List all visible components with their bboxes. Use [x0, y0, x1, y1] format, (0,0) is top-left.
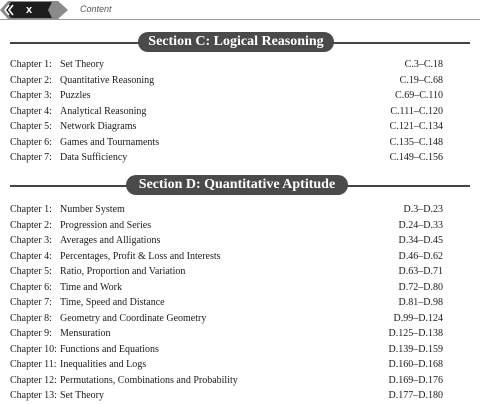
chapter-number: Chapter 3: — [10, 90, 52, 101]
chapter-title: Permutations, Combinations and Probability — [60, 374, 238, 386]
chapter-row[interactable] — [0, 88, 480, 104]
chapter-title: Puzzles — [60, 90, 91, 101]
chapter-row[interactable] — [0, 280, 480, 296]
header-title: Content — [80, 4, 112, 14]
chapter-title: Time, Speed and Distance — [60, 297, 165, 308]
chapter-row[interactable] — [0, 150, 480, 166]
section-header — [10, 32, 470, 52]
chapter-row[interactable] — [0, 104, 480, 120]
chapter-pages: C.121–C.134 — [389, 121, 443, 132]
chapter-pages: D.177–D.180 — [388, 390, 443, 401]
page-header — [0, 0, 480, 22]
chapter-number: Chapter 5: — [10, 266, 52, 277]
chapter-number: Chapter 10: — [10, 343, 57, 355]
chapter-number: Chapter 3: — [10, 235, 52, 246]
chapter-title: Time and Work — [60, 281, 122, 293]
chapter-number: Chapter 4: — [10, 250, 52, 262]
chapter-pages: D.63–D.71 — [398, 266, 443, 277]
chapter-row[interactable] — [0, 233, 480, 249]
chapter-title: Set Theory — [60, 390, 104, 401]
badge-chevron-icon — [0, 1, 70, 19]
chapter-number: Chapter 12: — [10, 374, 57, 386]
section-title: Section C: Logical Reasoning — [138, 32, 334, 52]
chapter-number: Chapter 5: — [10, 121, 52, 132]
chapter-number: Chapter 11: — [10, 359, 57, 370]
chapter-row[interactable] — [0, 388, 480, 404]
header-rule — [0, 19, 480, 20]
chapter-number: Chapter 9: — [10, 328, 52, 339]
chapter-row[interactable] — [0, 57, 480, 73]
page-badge — [0, 1, 70, 19]
chapter-row[interactable] — [0, 373, 480, 389]
chapter-title: Ratio, Proportion and Variation — [60, 266, 186, 277]
chapter-number: Chapter 2: — [10, 74, 52, 86]
chapter-row[interactable] — [0, 295, 480, 311]
chapter-number: Chapter 8: — [10, 312, 52, 324]
chapter-row[interactable] — [0, 218, 480, 234]
chapter-title: Mensuration — [60, 328, 111, 339]
chapter-title: Analytical Reasoning — [60, 105, 147, 117]
chapter-pages: C.3–C.18 — [404, 59, 443, 70]
chapter-pages: D.34–D.45 — [398, 235, 443, 246]
chapter-title: Network Diagrams — [60, 121, 137, 132]
chapter-title: Geometry and Coordinate Geometry — [60, 312, 207, 324]
chapter-title: Games and Tournaments — [60, 136, 160, 148]
chapter-row[interactable] — [0, 264, 480, 280]
chapter-row[interactable] — [0, 326, 480, 342]
chapter-pages: D.46–D.62 — [398, 250, 443, 262]
chapter-pages: C.111–C.120 — [390, 105, 443, 117]
chapter-pages: D.72–D.80 — [398, 281, 443, 293]
chapter-pages: D.160–D.168 — [388, 359, 443, 370]
section-d — [0, 175, 480, 404]
badge-label: x — [26, 4, 33, 16]
chapter-pages: C.135–C.148 — [389, 136, 443, 148]
chapter-number: Chapter 4: — [10, 105, 52, 117]
chapter-number: Chapter 13: — [10, 390, 57, 401]
chapter-pages: D.99–D.124 — [393, 312, 443, 324]
section-title: Section D: Quantitative Aptitude — [126, 175, 348, 195]
chapter-number: Chapter 7: — [10, 152, 52, 163]
chapter-number: Chapter 1: — [10, 204, 52, 215]
chapter-number: Chapter 6: — [10, 281, 52, 293]
chapter-number: Chapter 1: — [10, 59, 52, 70]
chapter-row[interactable] — [0, 342, 480, 358]
chapter-title: Number System — [60, 204, 125, 215]
chapter-list — [0, 202, 480, 404]
chapter-pages: C.69–C.110 — [395, 90, 443, 101]
chapter-pages: D.125–D.138 — [388, 328, 443, 339]
chapter-row[interactable] — [0, 119, 480, 135]
chapter-row[interactable] — [0, 249, 480, 265]
chapter-number: Chapter 2: — [10, 219, 52, 231]
chapter-title: Percentages, Profit & Loss and Interests — [60, 250, 221, 262]
chapter-list — [0, 57, 480, 166]
chapter-row[interactable] — [0, 73, 480, 89]
section-header — [10, 175, 470, 195]
chapter-row[interactable] — [0, 202, 480, 218]
chapter-title: Inequalities and Logs — [60, 359, 147, 370]
chapter-number: Chapter 6: — [10, 136, 52, 148]
chapter-title: Set Theory — [60, 59, 104, 70]
chapter-row[interactable] — [0, 311, 480, 327]
chapter-pages: D.139–D.159 — [388, 343, 443, 355]
chapter-pages: D.24–D.33 — [398, 219, 443, 231]
chapter-number: Chapter 7: — [10, 297, 52, 308]
chapter-title: Progression and Series — [60, 219, 152, 231]
chapter-title: Functions and Equations — [60, 343, 159, 355]
chapter-pages: C.149–C.156 — [389, 152, 443, 163]
chapter-pages: C.19–C.68 — [399, 74, 443, 86]
chapter-title: Quantitative Reasoning — [60, 74, 155, 86]
chapter-row[interactable] — [0, 357, 480, 373]
section-c — [0, 32, 480, 166]
chapter-row[interactable] — [0, 135, 480, 151]
chapter-pages: D.169–D.176 — [388, 374, 443, 386]
chapter-title: Averages and Alligations — [60, 235, 161, 246]
chapter-title: Data Sufficiency — [60, 152, 128, 163]
chapter-pages: D.81–D.98 — [398, 297, 443, 308]
chapter-pages: D.3–D.23 — [403, 204, 443, 215]
